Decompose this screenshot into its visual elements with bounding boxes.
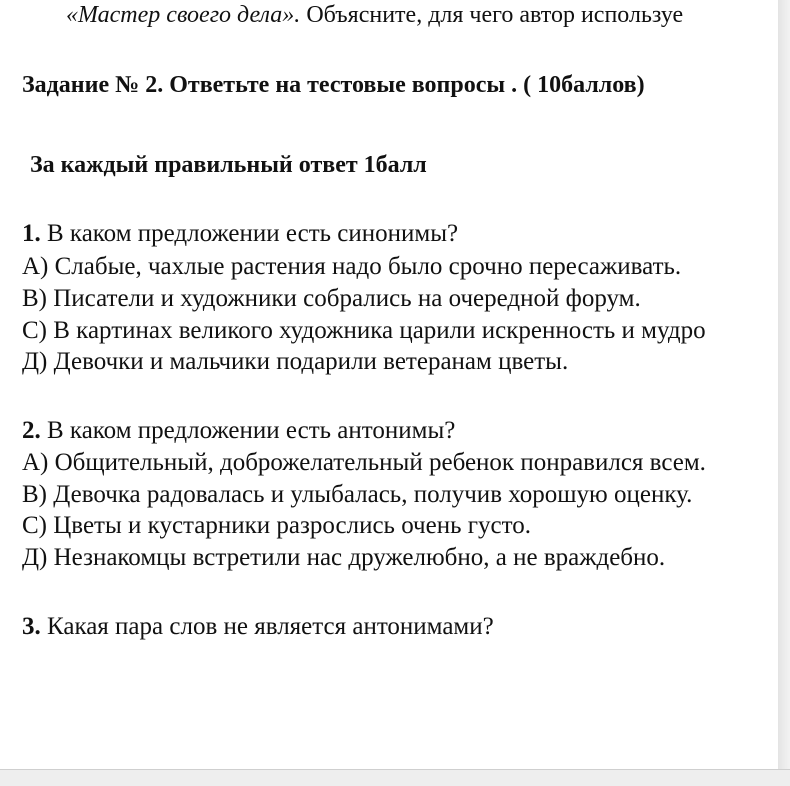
task-title: Задание № 2. Ответьте на тестовые вопросы . ( 10баллов) [22,72,645,98]
question-3 [22,612,494,642]
task-scoring: За каждый правильный ответ 1балл [30,152,427,178]
question-1 [22,219,458,249]
option-2-d: Д) Незнакомцы встретили нас дружелюбно, а не враждебно. [22,544,666,571]
question-text: В каком предложении есть синонимы? [40,220,459,247]
option-1-b: В) Писатели и художники собрались на очередной форум. [22,285,641,312]
option-2-c: С) Цветы и кустарники разрослись очень густо. [22,512,531,539]
option-1-d: Д) Девочки и мальчики подарили ветеранам цветы. [22,348,569,375]
intro-line [66,0,683,30]
option-1-c: С) В картинах великого художника царили искренность и мудро [22,317,706,344]
question-2 [22,416,455,446]
intro-quote: «Мастер своего дела». [66,2,301,28]
question-number: 2. [22,417,41,444]
page-edge-shadow [778,0,790,786]
bottom-scrollbar[interactable] [0,769,790,786]
option-2-a: А) Общительный, доброжелательный ребенок понравился всем. [22,449,706,476]
question-text: Какая пара слов не является антонимами? [40,613,494,640]
question-number: 1. [22,220,41,247]
question-number: 3. [22,613,41,640]
question-text: В каком предложении есть антонимы? [40,417,456,444]
option-2-b: В) Девочка радовалась и улыбалась, получив хорошую оценку. [22,481,693,508]
intro-text: Объясните, для чего автор используе [300,2,684,28]
option-1-a: А) Слабые, чахлые растения надо было срочно пересаживать. [22,253,682,280]
